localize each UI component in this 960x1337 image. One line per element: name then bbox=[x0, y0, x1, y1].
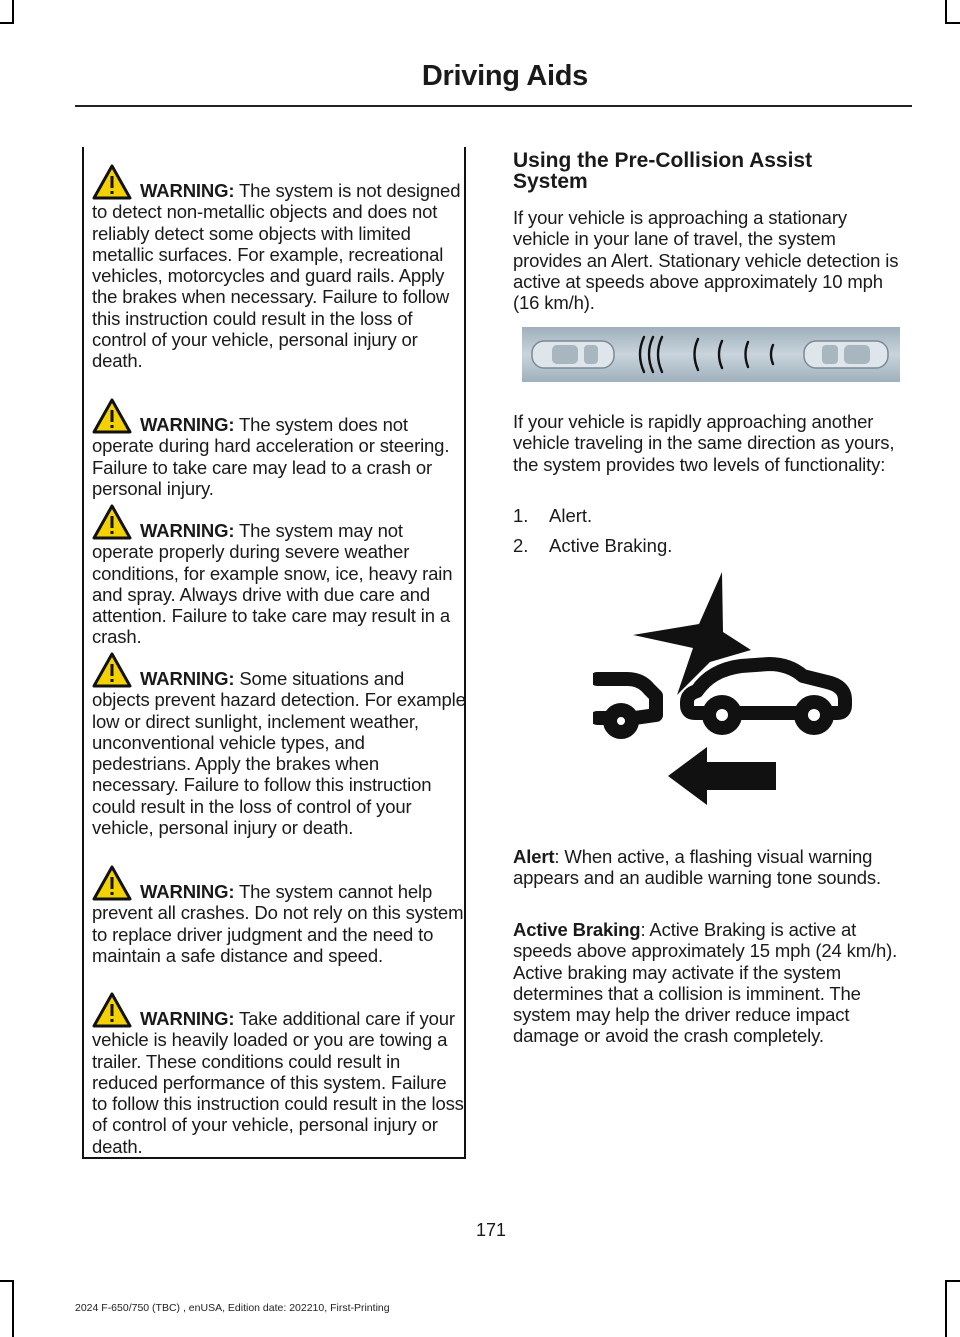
warning-triangle-icon bbox=[92, 652, 132, 688]
intro-paragraph: If your vehicle is approaching a stationary vehicle in your lane of travel, the system provides an Alert. Stationary vehicle detection is active at speeds above approximately 10 mph (16 km/h). bbox=[513, 207, 899, 314]
crop-mark bbox=[12, 1280, 14, 1337]
stationary-car-icon bbox=[804, 341, 888, 368]
warning-text: The system cannot help prevent all crashes. Do not rely on this system to replace driver judgment and the need to maintain a safe distance and speed. bbox=[92, 881, 464, 966]
warning-label: WARNING: bbox=[140, 1008, 235, 1029]
warning-2 bbox=[92, 414, 466, 499]
rear-car-icon bbox=[597, 679, 656, 732]
warning-6 bbox=[92, 1008, 466, 1157]
warning-text: The system may not operate properly during severe weather conditions, for example snow, ice, heavy rain and spray. Always drive with due care and attention. Failure to take care may result in a crash. bbox=[92, 520, 453, 648]
stationary-vehicle-figure bbox=[522, 327, 900, 382]
warning-label: WARNING: bbox=[140, 881, 235, 902]
warning-label: WARNING: bbox=[140, 180, 235, 201]
levels-paragraph: If your vehicle is rapidly approaching another vehicle traveling in the same direction as yours, the system provides two levels of functionality: bbox=[513, 411, 895, 475]
warning-triangle-icon bbox=[92, 992, 132, 1028]
warning-triangle-icon bbox=[92, 504, 132, 540]
active-braking-description: : Active Braking is active at speeds above approximately 15 mph (24 km/h). Active braking may activate if the system determines that a collision is imminent. The system may help the driver reduce impact damage or avoid the crash completely. bbox=[513, 919, 898, 1047]
alert-paragraph bbox=[513, 846, 908, 889]
warning-text: The system is not designed to detect non-metallic objects and does not reliably detect some objects with limited metallic surfaces. For example, recreational vehicles, motorcycles and guard rails. Apply the brakes when necessary. Failure to follow this instruction could result in the loss of control of your vehicle, personal injury or death. bbox=[92, 180, 461, 372]
crop-mark bbox=[12, 0, 14, 22]
list-item: 2. Active Braking. bbox=[513, 535, 673, 556]
collision-star-icon bbox=[633, 572, 751, 695]
warning-label: WARNING: bbox=[140, 414, 235, 435]
crop-mark bbox=[945, 1280, 947, 1337]
alert-term: Alert bbox=[513, 846, 555, 867]
crop-mark bbox=[945, 22, 960, 24]
warning-text: Take additional care if your vehicle is heavily loaded or you are towing a trailer. These conditions could result in reduced performance of this system. Failure to follow this instruction could result in the loss of control of your vehicle, personal injury or death. bbox=[92, 1008, 464, 1157]
warning-triangle-icon bbox=[92, 164, 132, 200]
page-title: Driving Aids bbox=[421, 60, 588, 92]
section-heading: Using the Pre-Collision Assist System bbox=[513, 149, 813, 193]
warning-3 bbox=[92, 520, 466, 648]
crop-mark bbox=[945, 0, 947, 22]
active-braking-paragraph bbox=[513, 919, 908, 1047]
header-rule bbox=[75, 105, 912, 107]
warning-label: WARNING: bbox=[140, 668, 235, 689]
crop-mark bbox=[945, 1280, 960, 1282]
edition-footer: 2024 F-650/750 (TBC) , enUSA, Edition date: 202210, First-Printing bbox=[75, 1302, 390, 1314]
page-number: 171 bbox=[475, 1220, 507, 1240]
pre-collision-assist-icon bbox=[593, 572, 855, 820]
own-car-icon bbox=[532, 341, 614, 368]
warning-5 bbox=[92, 881, 466, 966]
left-arrow-icon bbox=[668, 747, 776, 805]
active-braking-term: Active Braking bbox=[513, 919, 641, 940]
crop-mark bbox=[0, 1280, 14, 1282]
warning-text: The system does not operate during hard acceleration or steering. Failure to take care may lead to a crash or personal injury. bbox=[92, 414, 450, 499]
crop-mark bbox=[0, 22, 14, 24]
warning-4 bbox=[92, 668, 466, 838]
warning-triangle-icon bbox=[92, 865, 132, 901]
warning-text: Some situations and objects prevent hazard detection. For example low or direct sunlight, inclement weather, unconventional vehicle types, and pedestrians. Apply the brakes when necessary. Failure to follow this instruction could result in the loss of control of your vehicle, personal injury or death. bbox=[92, 668, 466, 839]
warning-triangle-icon bbox=[92, 398, 132, 434]
alert-description: : When active, a flashing visual warning appears and an audible warning tone sounds. bbox=[513, 846, 881, 889]
front-car-icon bbox=[687, 664, 845, 728]
warning-label: WARNING: bbox=[140, 520, 235, 541]
warning-1 bbox=[92, 180, 466, 372]
list-item: 1. Alert. bbox=[513, 505, 593, 526]
